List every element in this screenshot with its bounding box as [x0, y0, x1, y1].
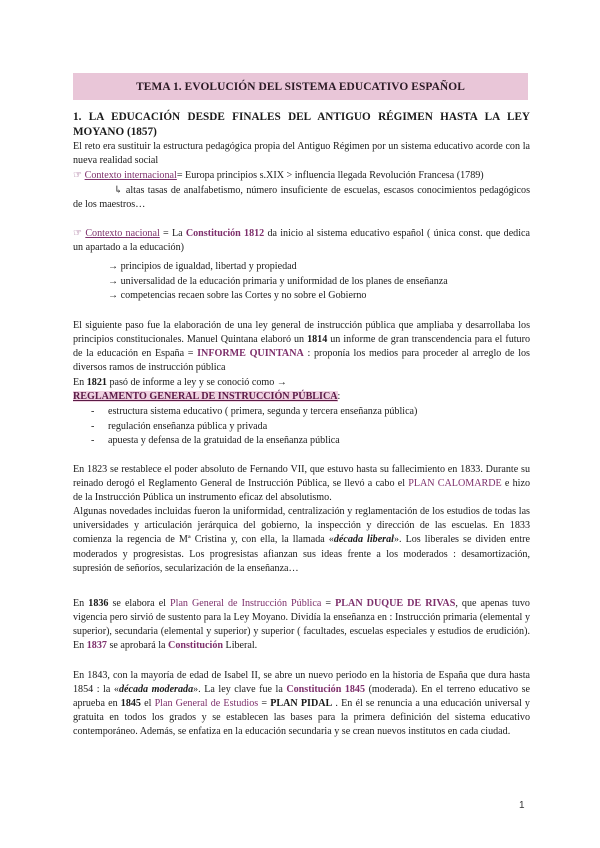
principle-item: → principios de igualdad, libertad y propiedad: [108, 261, 297, 272]
bullet-dash: -: [91, 406, 95, 417]
context-international-label: Contexto internacional: [84, 170, 177, 181]
pointing-hand-icon: ☞: [73, 228, 83, 239]
plan-calomarde: PLAN CALOMARDE: [408, 478, 502, 490]
decada-moderada: década moderada: [118, 684, 194, 696]
plan-pidal: PLAN PIDAL: [270, 698, 333, 710]
constitucion-liberal: Constitución: [168, 640, 223, 652]
plan-general-estudios: Plan General de Estudios: [154, 698, 259, 710]
reglamento-heading-line: REGLAMENTO GENERAL DE INSTRUCCIÓN PÚBLICA:: [73, 391, 341, 402]
decada-liberal: década liberal: [333, 534, 394, 546]
pointing-hand-icon: ☞: [73, 170, 83, 181]
context-international-detail-text: altas tasas de analfabetismo, número insuficiente de escuelas, escasos conocimientos pedagógicos de los maestros…: [73, 185, 530, 211]
bullet-item: estructura sistema educativo ( primera, segunda y tercera enseñanza pública): [108, 406, 418, 417]
year-1836: 1836: [88, 598, 109, 609]
intro-paragraph: El reto era sustituir la estructura pedagógica propia del Antiguo Régimen por un sistema educativo acorde con la nueva realidad social: [73, 141, 530, 167]
paragraph-1843: En 1843, con la mayoría de edad de Isabel II, se abre un nuevo periodo en la historia de España que dura hasta 1854 : la «década moderada». La ley clave fue la Constitución 1845 (moderada). En el terreno educativo se aprueba en 1845 el Plan General de Estudios = PLAN PIDAL . En él se renuncia a una educación universal y gratuita en todos los grados y se establecen las bases para la primera definición del sistema educativo contemporáneo. Además, se enfatiza en la educación secundaria y se crean nuevos institutos en cada ciudad.: [73, 670, 530, 738]
reglamento-heading: REGLAMENTO GENERAL DE INSTRUCCIÓN PÚBLICA: [73, 391, 338, 402]
context-national: ☞ Contexto nacional = La Constitución 1812 da inicio al sistema educativo español ( única const. que dedica un apartado a la educación): [73, 228, 530, 254]
page-title: TEMA 1. EVOLUCIÓN DEL SISTEMA EDUCATIVO ESPAÑOL: [73, 73, 528, 100]
quintana-paragraph: El siguiente paso fue la elaboración de una ley general de instrucción pública que ampliaba y desarrollaba los principios constitucionales. Manuel Quintana elaboró un 1814 un informe de gran transcendencia para el futuro de la educación en España = INFORME QUINTANA : proponía los medios para proceder al arreglo de los diversos ramos de instrucción pública: [73, 320, 530, 374]
bullet-item: apuesta y defensa de la gratuidad de la enseñanza pública: [108, 435, 340, 446]
principle-item: → competencias recaen sobre las Cortes y no sobre el Gobierno: [108, 290, 367, 301]
constitucion-1845: Constitución 1845: [286, 684, 366, 696]
year-1845: 1845: [120, 698, 141, 710]
year-1814: 1814: [307, 334, 328, 346]
context-international: [73, 169, 530, 183]
context-international-detail: [73, 184, 530, 212]
arrow-return-icon: ↳: [114, 185, 123, 196]
constitucion-1812: Constitución 1812: [185, 228, 265, 239]
plan-duque-de-rivas: PLAN DUQUE DE RIVAS: [335, 598, 456, 609]
plan-general-instruccion: Plan General de Instrucción Pública: [170, 598, 322, 609]
reglamento-intro: En 1821 pasó de informe a ley y se conoció como →: [73, 377, 287, 388]
paragraph-1823: En 1823 se restablece el poder absoluto de Fernando VII, que estuvo hasta su fallecimiento en 1833. Durante su reinado derogó el Reglamento General de Instrucción Pública, se llevó a cabo el PLAN CALOMARDE e hizo de la Instrucción Pública un instrumento eficaz del absolutismo. Algunas novedades incluidas fueron la uniformidad, centralización y reglamentación de los estudios de todas las universidades y articulación jerárquica del gobierno, la inspección y dirección de las escuelas. En 1833 comienza la regencia de Mª Cristina y, con ella, la llamada «década liberal». Los liberales se dividen entre moderados y progresistas. Los progresistas afianzan sus ideas frente a los moderados : desamortización, supresión de señoríos, secularización de la enseñanza…: [73, 464, 531, 574]
year-1837: 1837: [86, 640, 107, 652]
bullet-dash: -: [91, 435, 95, 446]
year-1821: 1821: [86, 377, 107, 388]
paragraph-1836: En 1836 se elabora el Plan General de Instrucción Pública = PLAN DUQUE DE RIVAS, que apenas tuvo vigencia pero sirvió de sustento para la Ley Moyano. Dividía la enseñanza en : Instrucción primaria (elemental y superior), secundaria (elemental y superior) y superior ( facultades, escuelas especiales y estudios de erudición). En 1837 se aprobará la Constitución Liberal.: [73, 598, 530, 652]
section-heading: 1. LA EDUCACIÓN DESDE FINALES DEL ANTIGUO RÉGIMEN HASTA LA LEY MOYANO (1857): [73, 111, 530, 138]
bullet-item: regulación enseñanza pública y privada: [108, 421, 268, 432]
principle-item: → universalidad de la educación primaria y uniformidad de los planes de enseñanza: [108, 276, 448, 287]
bullet-dash: -: [91, 421, 95, 432]
context-international-text: = Europa principios s.XIX > influencia llegada Revolución Francesa (1789): [176, 170, 484, 181]
context-national-label: Contexto nacional: [85, 228, 160, 239]
informe-quintana: INFORME QUINTANA: [197, 348, 304, 360]
page-number: 1: [519, 800, 525, 811]
